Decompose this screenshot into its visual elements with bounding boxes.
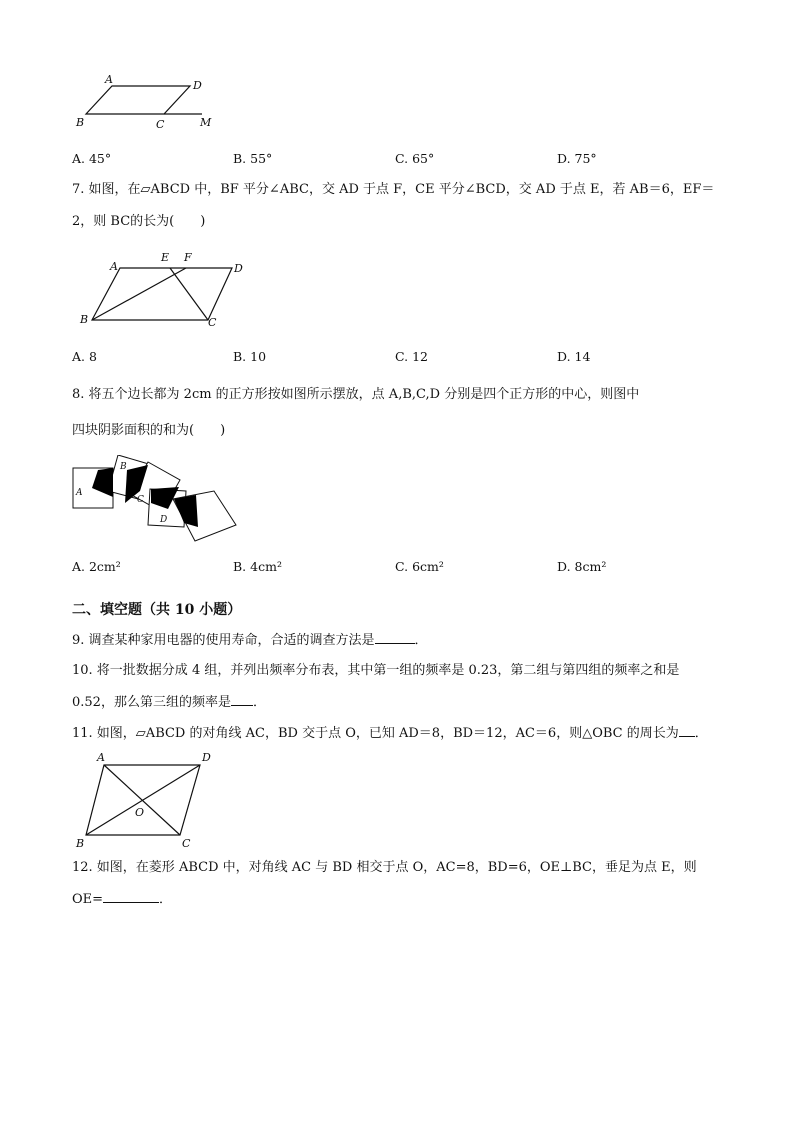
q8-option-b: B. 4cm²: [233, 559, 282, 574]
label-B: B: [120, 462, 127, 472]
figure-q11-parallelogram: [72, 748, 222, 852]
label-D: D: [193, 79, 202, 92]
q9-text: [72, 631, 428, 650]
q8-option-a: A. 2cm²: [72, 559, 121, 574]
label-D: D: [160, 515, 168, 525]
q12-text-line2: [72, 890, 172, 909]
figure-q6-parallelogram: [72, 74, 222, 132]
label-F: F: [184, 251, 192, 264]
answer-blank: [679, 724, 695, 737]
q8-option-d: D. 8cm²: [557, 559, 607, 574]
q12-line2-text: OE=: [72, 892, 104, 907]
q7-option-c: C. 12: [395, 349, 428, 364]
q8-text-line1: 8. 将五个边长都为 2cm 的正方形按如图所示摆放，点 A,B,C,D 分别是四个正方形的中心，则图中: [72, 387, 640, 402]
label-A: A: [76, 488, 83, 498]
q7-text-line1: 7. 如图，在▱ABCD 中，BF 平分∠ABC，交 AD 于点 F，CE 平分∠BCD，交 AD 于点 E，若 AB＝6，EF＝: [72, 182, 715, 197]
q6-option-c: C. 65°: [395, 151, 435, 166]
q6-option-d: D. 75°: [557, 151, 597, 166]
label-B: B: [76, 837, 85, 850]
q9-question: 9. 调查某种家用电器的使用寿命，合适的调查方法是: [72, 633, 375, 648]
period: ．: [252, 695, 266, 710]
label-D: D: [234, 262, 243, 275]
period: ．: [414, 633, 428, 648]
q7-option-a: A. 8: [72, 349, 97, 364]
period: ．: [159, 892, 173, 907]
period: ．: [694, 726, 708, 741]
q10-text-line2: [72, 693, 266, 712]
q8-option-c: C. 6cm²: [395, 559, 444, 574]
label-D: D: [202, 751, 211, 764]
label-A: A: [110, 260, 118, 273]
q10-line2-text: 0.52，那么第三组的频率是: [72, 695, 231, 710]
label-C: C: [156, 118, 165, 131]
q7-text-line2: 2，则 BC的长为( ): [72, 214, 206, 229]
q10-text-line1: 10. 将一批数据分成 4 组，并列出频率分布表，其中第一组的频率是 0.23，第二组与第四组的频率之和是: [72, 663, 680, 678]
label-B: B: [80, 313, 89, 326]
label-O: O: [135, 806, 145, 819]
label-A: A: [105, 74, 113, 86]
section2-heading: 二、填空题（共 10 小题）: [72, 602, 242, 618]
label-E: E: [161, 251, 170, 264]
q6-option-b: B. 55°: [233, 151, 273, 166]
q11-question: 11. 如图，▱ABCD 的对角线 AC，BD 交于点 O，已知 AD＝8，BD＝12，AC＝6，则△OBC 的周长为: [72, 726, 679, 741]
q8-text-line2: 四块阴影面积的和为( ): [72, 423, 226, 438]
label-A: A: [97, 751, 105, 764]
label-B: B: [76, 116, 85, 129]
q6-option-a: A. 45°: [72, 151, 112, 166]
figure-q7-parallelogram: [74, 248, 254, 330]
q7-option-b: B. 10: [233, 349, 267, 364]
answer-blank: [375, 631, 415, 644]
label-C: C: [137, 495, 144, 505]
answer-blank: [103, 890, 159, 903]
figure-q8-squares: [70, 455, 245, 547]
answer-blank: [231, 693, 253, 706]
q11-text: [72, 724, 708, 743]
label-M: M: [200, 116, 212, 129]
label-C: C: [208, 316, 217, 329]
q12-text-line1: 12. 如图，在菱形 ABCD 中，对角线 AC 与 BD 相交于点 O，AC=8，BD=6，OE⊥BC，垂足为点 E，则: [72, 860, 697, 875]
q7-option-d: D. 14: [557, 349, 591, 364]
label-C: C: [182, 837, 191, 850]
